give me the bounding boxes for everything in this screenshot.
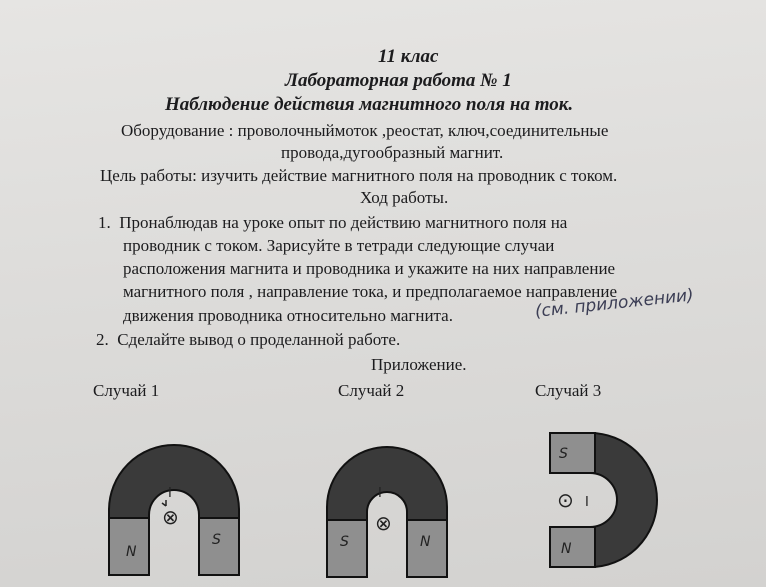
step-1-number: 1. (98, 213, 111, 232)
case-3-pole-bottom-label: N (561, 541, 572, 557)
step-2-number: 2. (96, 330, 109, 349)
case-2-pole-right-label: N (420, 534, 431, 550)
equipment-line-1: Оборудование : проволочныймоток ,реостат, ключ,соединительные (121, 121, 609, 140)
case-2-conductor-icon: ⊗ (375, 511, 392, 535)
case-2-pole-left-label: S (340, 534, 349, 550)
equipment-line-2: провода,дугообразный магнит. (281, 143, 504, 162)
case-1-pole-right-label: S (212, 532, 221, 548)
case-2-magnet-diagram (322, 442, 452, 582)
step-1-line-3: расположения магнита и проводника и укажите на них направление (123, 259, 616, 278)
lab-work-title: Лабораторная работа № 1 (285, 70, 512, 91)
grade-heading: 11 клас (378, 46, 439, 67)
handwritten-note: (см. приложении) (534, 285, 695, 322)
case-3-pole-top-label: S (559, 446, 568, 462)
step-1-line-2: проводник с током. Зарисуйте в тетради следующие случаи (123, 236, 555, 255)
appendix-heading: Приложение. (371, 355, 467, 374)
case-1-current-label: I (168, 486, 172, 501)
case-2-current-label: I (378, 486, 382, 501)
case-3-magnet-diagram (545, 428, 665, 573)
case-3-conductor-icon: ⊙ (557, 488, 574, 512)
step-1-line-1 (98, 213, 567, 233)
procedure-heading: Ход работы. (360, 188, 449, 207)
case-1-conductor-icon: ⊗ (162, 505, 179, 529)
case-3-pole-top (550, 433, 595, 473)
step-2-line (96, 330, 400, 350)
step-1-line-5: движения проводника относительно магнита. (123, 306, 453, 325)
case-1-label: Случай 1 (93, 381, 160, 400)
case-3-label: Случай 3 (535, 381, 602, 400)
step-1-text: Пронаблюдав на уроке опыт по действию магнитного поля на (119, 213, 568, 232)
case-2-label: Случай 2 (338, 381, 405, 400)
case-3-pole-bottom (550, 527, 595, 567)
step-2-text: Сделайте вывод о проделанной работе. (117, 330, 401, 349)
case-1-magnet-diagram (104, 440, 244, 580)
case-1-pole-left-label: N (126, 544, 137, 560)
lab-topic-title: Наблюдение действия магнитного поля на ток. (165, 94, 574, 115)
step-1-line-4: магнитного поля , направление тока, и предполагаемое направление (123, 282, 618, 301)
goal-text: Цель работы: изучить действие магнитного поля на проводник с током. (100, 166, 618, 185)
case-3-current-label: I (585, 495, 589, 510)
